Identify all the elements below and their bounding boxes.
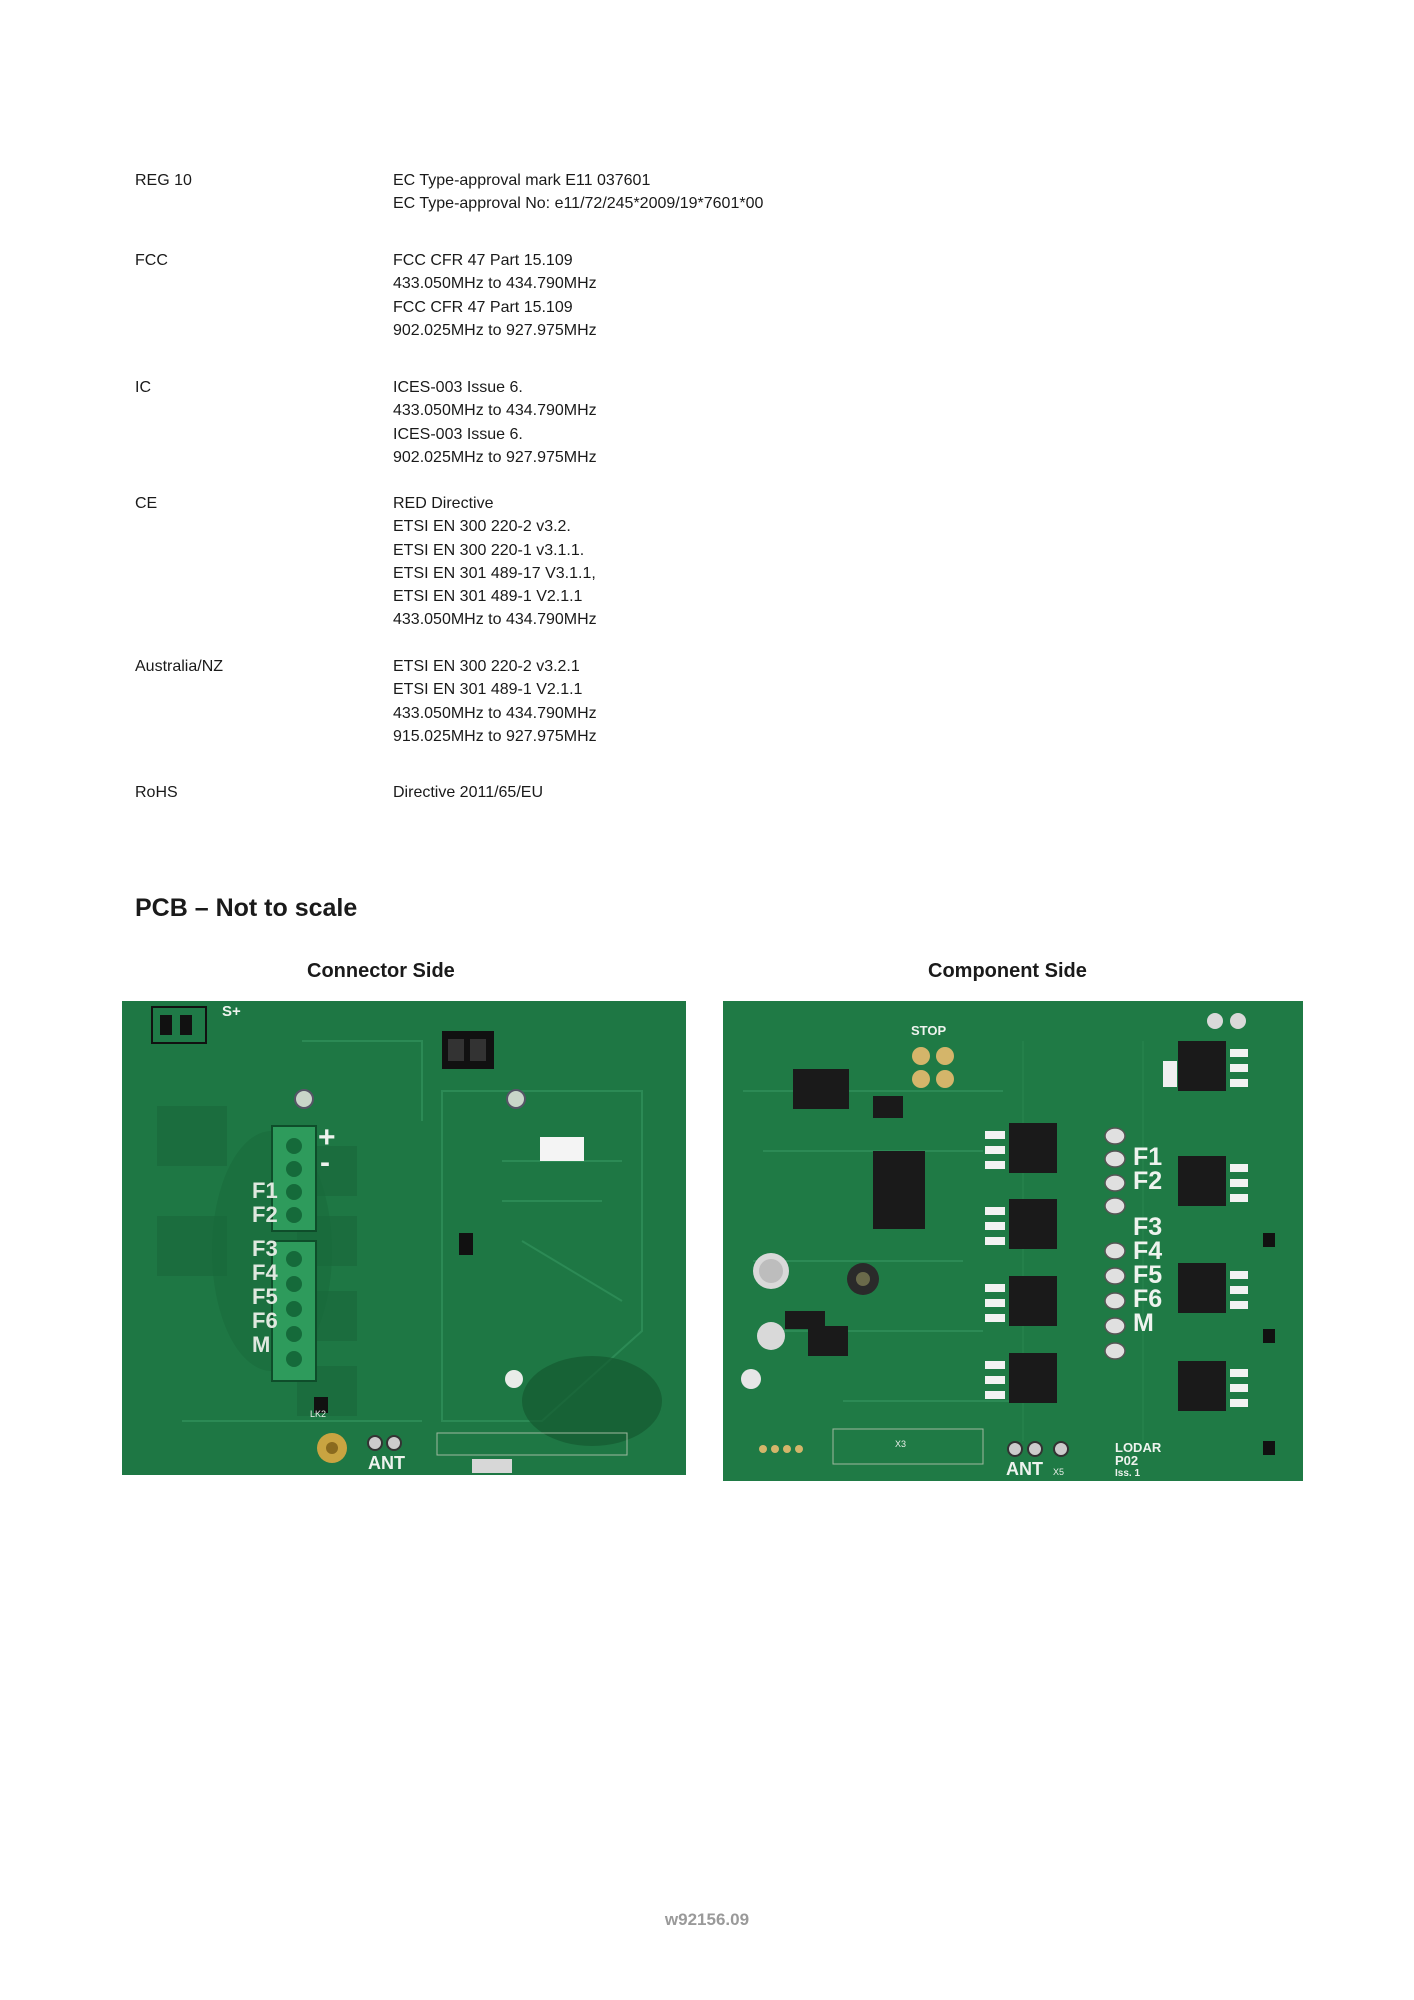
approval-value: FCC CFR 47 Part 15.109 xyxy=(393,298,573,316)
component-silk-ant: ANT xyxy=(1006,1459,1043,1479)
component-silk-part: P02 xyxy=(1115,1453,1139,1468)
component-terminal-f2: F2 xyxy=(1133,1167,1163,1195)
connector-terminal-m: M xyxy=(252,1332,271,1357)
approval-label: CE xyxy=(135,495,158,512)
pcb-heading: PCB – Not to scale xyxy=(135,894,358,922)
approval-values xyxy=(393,376,597,469)
connector-silk-minus: - xyxy=(320,1146,330,1179)
document-reference: w92156.09 xyxy=(664,1910,750,1929)
approval-value: 915.025MHz to 927.975MHz xyxy=(393,727,597,745)
connector-silk-s-plus: S+ xyxy=(222,1003,241,1020)
connector-terminal-f4: F4 xyxy=(252,1260,278,1285)
connector-terminal-f2: F2 xyxy=(252,1202,278,1227)
pcb-component-illustration xyxy=(723,1001,1303,1481)
approval-value: ICES-003 Issue 6. xyxy=(393,379,523,396)
approval-label: REG 10 xyxy=(135,172,192,189)
approval-label: FCC xyxy=(135,252,168,269)
component-silk-issue: Iss. 1 xyxy=(1115,1468,1141,1479)
approval-values xyxy=(393,655,597,748)
pcb-connector-illustration xyxy=(122,1001,686,1475)
approval-value: 433.050MHz to 434.790MHz xyxy=(393,402,597,420)
pcb-connector-side-photo xyxy=(122,1001,686,1475)
approval-value: ETSI EN 300 220-2 v3.2.1 xyxy=(393,658,580,675)
approval-label: RoHS xyxy=(135,784,178,801)
component-terminal-f3: F3 xyxy=(1133,1213,1163,1241)
component-silk-x3: X3 xyxy=(895,1439,907,1449)
approval-value: RED Directive xyxy=(393,495,494,512)
approval-value: 433.050MHz to 434.790MHz xyxy=(393,611,597,629)
approval-value: EC Type-approval No: e11/72/245*2009/19*7601*00 xyxy=(393,195,764,213)
connector-terminal-f3: F3 xyxy=(252,1236,278,1261)
approval-value: 902.025MHz to 927.975MHz xyxy=(393,321,597,339)
connector-silk-plus: + xyxy=(318,1121,336,1154)
approval-value: FCC CFR 47 Part 15.109 xyxy=(393,252,573,269)
component-silk-terminals xyxy=(1133,1145,1162,1335)
component-silk-x5: X5 xyxy=(1053,1467,1065,1477)
approval-values xyxy=(393,169,763,216)
approval-value: ICES-003 Issue 6. xyxy=(393,425,523,443)
approval-value: 433.050MHz to 434.790MHz xyxy=(393,275,597,293)
component-terminal-m: M xyxy=(1133,1309,1154,1337)
component-side-title: Component Side xyxy=(928,960,1087,982)
component-silk-stop: STOP xyxy=(911,1023,947,1038)
component-silk-lodar: LODAR xyxy=(1115,1440,1162,1455)
connector-terminal-f6: F6 xyxy=(252,1308,278,1333)
component-terminal-f4: F4 xyxy=(1133,1237,1163,1265)
approval-value: 902.025MHz to 927.975MHz xyxy=(393,448,597,466)
approval-value: EC Type-approval mark E11 037601 xyxy=(393,172,651,189)
connector-side-title: Connector Side xyxy=(307,960,455,982)
connector-silk-lk2: LK2 xyxy=(310,1409,327,1419)
approval-value: 433.050MHz to 434.790MHz xyxy=(393,704,597,722)
approval-value: Directive 2011/65/EU xyxy=(393,784,543,801)
approval-label: IC xyxy=(135,379,151,396)
approval-values xyxy=(393,492,597,632)
component-silk-brand xyxy=(1115,1441,1161,1480)
approval-values xyxy=(393,249,597,342)
component-terminal-f5: F5 xyxy=(1133,1261,1163,1289)
connector-silk-ant: ANT xyxy=(368,1453,405,1473)
approval-values xyxy=(393,781,543,804)
approval-value: ETSI EN 301 489-1 V2.1.1 xyxy=(393,681,583,699)
connector-terminal-f5: F5 xyxy=(252,1284,278,1309)
connector-terminal-f1: F1 xyxy=(252,1178,278,1203)
approval-value: ETSI EN 301 489-1 V2.1.1 xyxy=(393,588,583,606)
pcb-component-side-photo xyxy=(723,1001,1303,1481)
approval-value: ETSI EN 300 220-2 v3.2. xyxy=(393,518,571,536)
approval-label: Australia/NZ xyxy=(135,658,224,675)
approval-value: ETSI EN 301 489-17 V3.1.1, xyxy=(393,564,596,582)
component-terminal-f1: F1 xyxy=(1133,1143,1163,1171)
connector-silk-terminals xyxy=(252,1179,278,1357)
component-terminal-f6: F6 xyxy=(1133,1285,1163,1313)
approval-value: ETSI EN 300 220-1 v3.1.1. xyxy=(393,541,585,559)
